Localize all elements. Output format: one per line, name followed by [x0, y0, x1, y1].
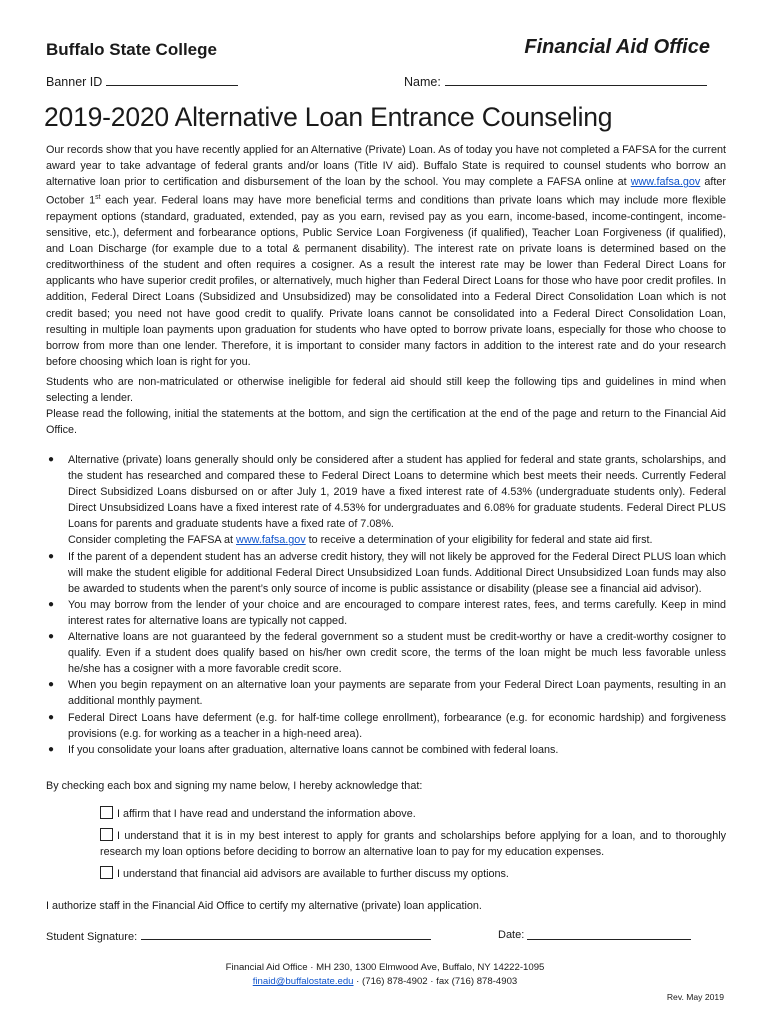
- list-item: [46, 677, 726, 709]
- bullet-text: Consider completing the FAFSA at: [68, 534, 237, 547]
- document-title: 2019-2020 Alternative Loan Entrance Counseling: [44, 102, 613, 132]
- advisors-checkbox-row: [100, 866, 726, 882]
- bullet-icon: ●: [48, 743, 55, 755]
- checkbox-label: I affirm that I have read and understand the information above.: [117, 808, 416, 820]
- bullet-icon: ●: [48, 631, 55, 643]
- bullet-text: Federal Direct Loans have deferment (e.g. for half-time college enrollment), forbearance (e.g. for economic hardship) and forgiveness provisions (e.g. for working as a teacher in a high-need area).: [68, 711, 726, 740]
- bullet-icon: ●: [48, 711, 55, 723]
- bullet-text: When you begin repayment on an alternative loan your payments are separate from your Federal Direct Loan payments, resulting in an additional monthly payment.: [68, 679, 726, 708]
- best-interest-checkbox-row: [100, 828, 726, 860]
- banner-id-field: [46, 74, 238, 89]
- list-item: [46, 710, 726, 742]
- checkbox-label: I understand that financial aid advisors are available to further discuss my options.: [117, 868, 509, 880]
- affirm-read-checkbox-row: [100, 806, 726, 822]
- bullet-text: If the parent of a dependent student has an adverse credit history, they will not likely be approved for the Federal Direct PLUS loan which will make the student eligible for additional Federal Direct Unsubsidized Loan funds. Additional Direct Unsubsidized Loan funds may also be awarded to students when the parent’s only source of income is public assistance or disability (please see a financial aid advisor).: [68, 550, 726, 595]
- intro-paragraph: [46, 142, 726, 370]
- intro-text-2: after October 1: [46, 176, 727, 207]
- name-input-line[interactable]: [445, 74, 707, 86]
- intro-text-1: Our records show that you have recently applied for an Alternative (Private) Loan. As of today you have not completed a FAFSA for the current award year to take advantage of federal grants and/or loans (Title IV aid). Buffalo State is required to counsel students who borrow an alternative loan prior to certification and disbursement of the loan by the school. You may complete a FAFSA online at: [46, 144, 726, 189]
- college-name: Buffalo State College: [46, 40, 217, 59]
- authorization-text: I authorize staff in the Financial Aid Office to certify my alternative (private) loan application.: [46, 900, 482, 912]
- revision-date: Rev. May 2019: [666, 992, 724, 1002]
- list-item: [46, 629, 726, 677]
- bullet-text: to receive a determination of your eligibility for federal and state aid first.: [305, 534, 653, 547]
- signature-label: Student Signature:: [46, 931, 138, 943]
- bullet-text: Alternative (private) loans generally should only be considered after a student has applied for federal and state grants, scholarships, and the student has researched and compared these to Federal Direct Loans to determine which best meets their needs. Currently Federal Direct Subsidized Loans disbursed on or after July 1, 2019 have a fixed interest rate of 4.53% (undergraduate students only). Federal Direct Unsubsidized Loans have a fixed interest rate of 4.53% for undergraduates and 6.08% for graduate students. Federal Direct PLUS Loans for parents and graduate students have a fixed rate of 7.08%.: [68, 454, 726, 531]
- instructions-paragraph: Please read the following, initial the statements at the bottom, and sign the certification at the end of the page and return to the Financial Aid Office.: [46, 408, 726, 437]
- date-label: Date:: [498, 929, 525, 941]
- signature-input-line[interactable]: [141, 929, 431, 940]
- name-field: [404, 74, 707, 89]
- guidelines-list: [46, 452, 726, 758]
- intro-text-3: each year. Federal loans may have more beneficial terms and conditions than private loans which may include more flexible repayment options (standard, graduated, extended, pay as you earn, revised pay as you earn, income-based, income-contingent, income-sensitive, etc.), deferment and forbearance options, Public Service Loan Forgiveness (if qualified), Teacher Loan Forgiveness (if qualified), and Loan Discharge (for example due to a total & permanent disability). The interest rate on private loans is determined based on the creditworthiness of the student and often requires a cosigner. As a result the interest rate may be lower than Federal Direct Loans for applicants who have superior credit profiles, or alternatively, much higher than Federal Direct Loans for those who have poor credit profiles. In addition, Federal Direct Loans (Subsidized and Unsubsidized) may be consolidated into a Federal Direct Consolidation Loan which is not credit based; you need not have good credit to qualify. Private loans cannot be consolidated into a Federal Direct Consolidation Loan, resulting in multiple loan payments upon graduation for students who have opted to borrow private loans, especially for those who choose to borrow from more than one lender. Therefore, it is important to consider many factors in addition to the interest rate and do your research before choosing which loan is right for you.: [46, 194, 726, 368]
- checkbox-label: I understand that it is in my best interest to apply for grants and scholarships before applying for a loan, and to thoroughly research my loan options before deciding to borrow an alternative loan to pay for my education expenses.: [100, 830, 726, 859]
- bullet-text: You may borrow from the lender of your choice and are encouraged to compare interest rates, fees, and terms carefully. Keep in mind interest rates for alternative loans are typically not capped.: [68, 598, 726, 627]
- list-item: [46, 549, 726, 597]
- footer-phones: · (716) 878-4902 · fax (716) 878-4903: [353, 976, 518, 987]
- bullet-text: Alternative loans are not guaranteed by the federal government so a student must be credit-worthy or have a credit-worthy cosigner to qualify. Even if a student does qualify based on his/her own credit score, the terms of the loan might be much less favorable unless he/she has a cosigner with a more favorable credit score.: [68, 631, 726, 676]
- email-link[interactable]: finaid@buffalostate.edu: [252, 976, 354, 987]
- banner-id-label: Banner ID: [46, 75, 103, 89]
- list-item: [46, 597, 726, 629]
- fafsa-link[interactable]: www.fafsa.gov: [236, 534, 306, 547]
- banner-id-input-line[interactable]: [106, 74, 238, 86]
- bullet-text: If you consolidate your loans after graduation, alternative loans cannot be combined with federal loans.: [68, 743, 559, 756]
- footer-address: Financial Aid Office · MH 230, 1300 Elmwood Ave, Buffalo, NY 14222-1095: [225, 962, 545, 973]
- office-name: Financial Aid Office: [524, 36, 710, 58]
- signature-row: [46, 929, 736, 943]
- bullet-icon: ●: [48, 598, 55, 610]
- advisors-checkbox[interactable]: [100, 866, 113, 879]
- ineligible-paragraph: Students who are non-matriculated or otherwise ineligible for federal aid should still keep the following tips and guidelines in mind when selecting a lender.: [46, 376, 726, 405]
- name-label: Name:: [404, 75, 441, 89]
- footer-contact: [0, 975, 770, 989]
- list-item: [46, 742, 726, 758]
- date-input-line[interactable]: [527, 929, 691, 940]
- fafsa-link[interactable]: www.fafsa.gov: [630, 176, 701, 189]
- intro-superscript: st: [95, 194, 101, 202]
- best-interest-checkbox[interactable]: [100, 828, 113, 841]
- bullet-icon: ●: [48, 550, 55, 562]
- list-item: [46, 452, 726, 549]
- affirm-read-checkbox[interactable]: [100, 806, 113, 819]
- bullet-icon: ●: [48, 679, 55, 691]
- bullet-icon: ●: [48, 454, 55, 465]
- acknowledge-text: By checking each box and signing my name below, I hereby acknowledge that:: [46, 780, 423, 792]
